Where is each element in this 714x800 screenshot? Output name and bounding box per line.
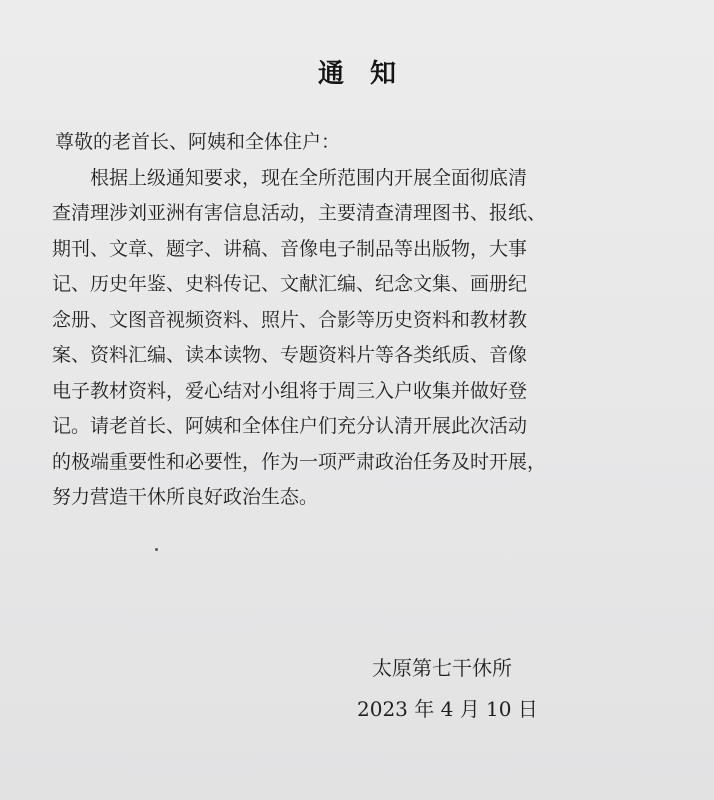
notice-title: 通 知 [317, 59, 396, 89]
body-line: 努力营造干休所良好政治生态。 [52, 486, 319, 508]
body-line: 电子教材资料，爱心结对小组将于周三入户收集并做好登 [52, 380, 528, 402]
body-line: 期刊、文章、题字、讲稿、音像电子制品等出版物，大事 [52, 238, 528, 260]
signature-organization: 太原第七干休所 [372, 656, 512, 680]
body-line: 念册、文图音视频资料、照片、合影等历史资料和教材教 [52, 309, 528, 331]
stray-ink-dot [155, 548, 158, 551]
body-line: 记、历史年鉴、史料传记、文献汇编、纪念文集、画册纪 [52, 273, 528, 295]
body-line: 根据上级通知要求，现在全所范围内开展全面彻底清 [52, 167, 528, 189]
body-line: 查清理涉刘亚洲有害信息活动，主要清查清理图书、报纸、 [52, 202, 547, 224]
signature-date: 2023 年 4 月 10 日 [357, 697, 538, 721]
salutation: 尊敬的老首长、阿姨和全体住户： [55, 131, 341, 153]
body-line: 的极端重要性和必要性，作为一项严肃政治任务及时开展， [52, 451, 547, 473]
body-line: 案、资料汇编、读本读物、专题资料片等各类纸质、音像 [52, 344, 528, 366]
body-line: 记。请老首长、阿姨和全体住户们充分认清开展此次活动 [52, 415, 528, 437]
